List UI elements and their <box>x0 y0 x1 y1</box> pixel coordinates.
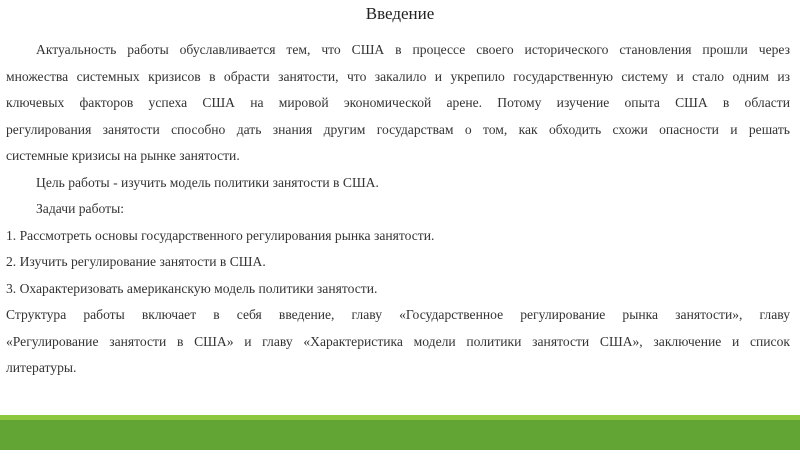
text-line: Структура работы включает в себя введение, главу «Государственное регулирование рынка занятости», главу <box>6 307 790 322</box>
text-line: множества системных кризисов в обрасти занятости, что закалило и укрепило государственную систему и стало одним из <box>6 68 790 84</box>
slide-title: Введение <box>365 4 435 23</box>
task-item: 1. Рассмотреть основы государственного регулирования рынка занятости. <box>6 227 435 243</box>
text-line: ключевых факторов успеха США на мировой экономической арене. Потому изучение опыта США в области <box>6 95 790 110</box>
footer-band <box>0 420 800 450</box>
text-line: Актуальность работы обуславливается тем, что США в процессе своего исторического становления прошли через <box>36 42 790 57</box>
text-line: регулирования занятости способно дать знания другим государствам о том, как обходить схожи опасности и решать <box>6 121 790 137</box>
slide-body <box>6 37 790 382</box>
tasks-list <box>6 223 790 303</box>
structure-paragraph <box>6 302 790 382</box>
task-item: 2. Изучить регулирование занятости в США. <box>6 254 266 269</box>
task-item: 3. Охарактеризовать американскую модель политики занятости. <box>6 280 378 296</box>
relevance-paragraph <box>6 37 790 170</box>
text-line: системные кризисы на рынке занятости. <box>6 148 240 163</box>
text-line: литературы. <box>6 360 77 375</box>
goal-paragraph: Цель работы - изучить модель политики занятости в США. <box>36 174 379 190</box>
tasks-heading: Задачи работы: <box>36 201 124 216</box>
text-line: «Регулирование занятости в США» и главу «Характеристика модели политики занятости США», заключение и список <box>6 333 790 349</box>
